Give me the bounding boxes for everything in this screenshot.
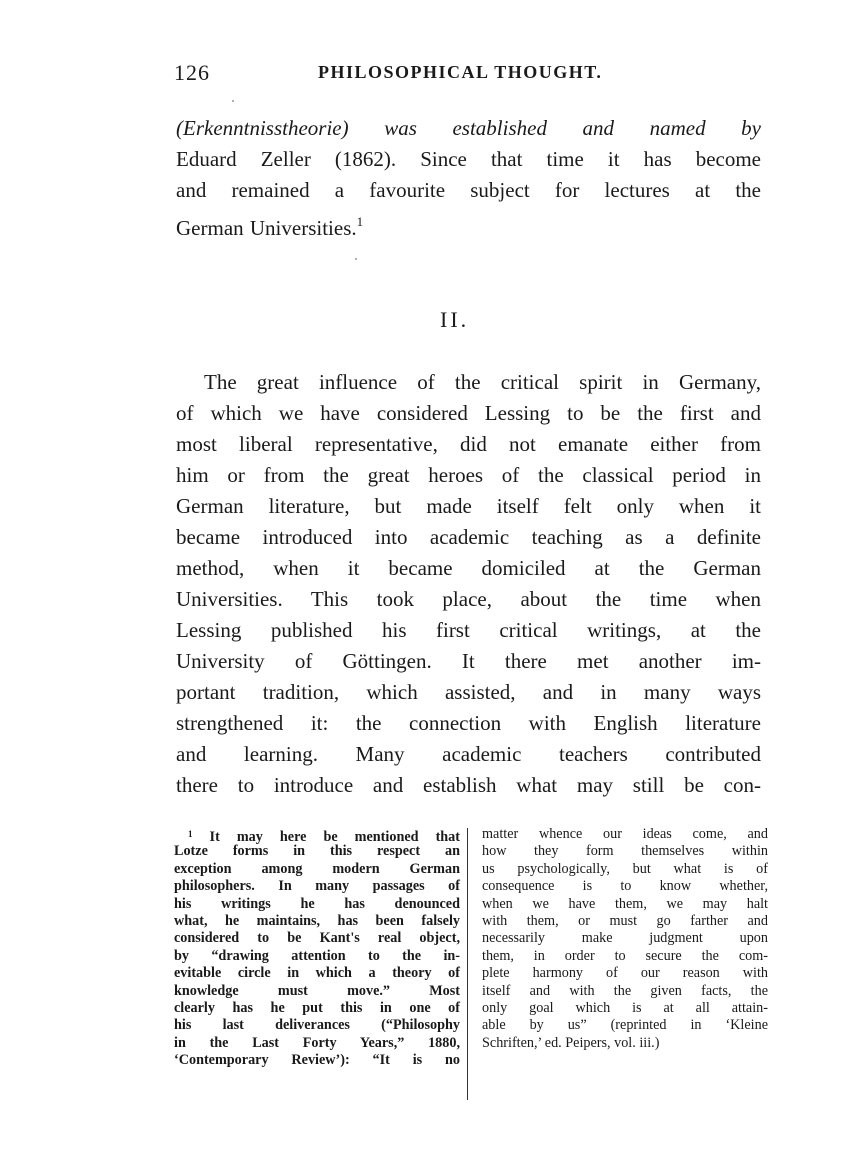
footnote-line: when we have them, we may halt bbox=[482, 895, 768, 912]
footnote-line: able by us” (reprinted in ‘Kleine bbox=[482, 1017, 768, 1034]
text-line: most liberal representative, did not emanate either from bbox=[176, 432, 761, 456]
continuation-text bbox=[176, 113, 761, 240]
footnote-line: consequence is to know whether, bbox=[482, 878, 768, 895]
footnote-line: by “drawing attention to the in- bbox=[174, 947, 460, 964]
footnote-left-column bbox=[174, 826, 460, 1069]
text-line: University of Göttingen. It there met another im- bbox=[176, 649, 761, 673]
footnote-right-column bbox=[482, 826, 768, 1052]
footnote-marker: 1 bbox=[188, 829, 193, 839]
text-line: The great influence of the critical spirit in Germany, bbox=[204, 370, 761, 394]
footnote-line: matter whence our ideas come, and bbox=[482, 826, 768, 842]
text-line: there to introduce and establish what may still be con- bbox=[176, 773, 761, 797]
footnote-line: Schriften,’ ed. Peipers, vol. iii.) bbox=[482, 1034, 660, 1051]
footnote-line: clearly has he put this in one of bbox=[174, 999, 460, 1016]
text-line: him or from the great heroes of the classical period in bbox=[176, 463, 761, 487]
text-line: and remained a favourite subject for lectures at the bbox=[176, 178, 761, 202]
footnote-line: philosophers. In many passages of bbox=[174, 878, 460, 895]
page-number: 126 bbox=[174, 60, 210, 85]
text-line: (Erkenntnisstheorie) was established and named by bbox=[176, 116, 761, 140]
text-line: method, when it became domiciled at the German bbox=[176, 556, 761, 580]
footnote-line: his last deliverances (“Philosophy bbox=[174, 1017, 460, 1034]
footnote-line: necessarily make judgment upon bbox=[482, 930, 768, 947]
footnote-line: plete harmony of our reason with bbox=[482, 965, 768, 982]
text-line: portant tradition, which assisted, and in many ways bbox=[176, 680, 761, 704]
footnote-line: knowledge must move.” Most bbox=[174, 982, 460, 999]
text-line: became introduced into academic teaching as a definite bbox=[176, 525, 761, 549]
section-heading: II. bbox=[440, 307, 470, 332]
text-line: Universities. This took place, about the time when bbox=[176, 587, 761, 611]
print-speck bbox=[232, 100, 234, 102]
footnote-line: itself and with the given facts, the bbox=[482, 982, 768, 999]
footnote-line: what, he maintains, has been falsely bbox=[174, 912, 460, 929]
footnote-line: considered to be Kant's real object, bbox=[174, 930, 460, 947]
running-title: PHILOSOPHICAL THOUGHT. bbox=[318, 62, 603, 82]
text-line: German literature, but made itself felt only when it bbox=[176, 494, 761, 518]
footnote-line: with them, or must go farther and bbox=[482, 912, 768, 929]
footnote-line: his writings he has denounced bbox=[174, 895, 460, 912]
footnote-line: $^1$ It may here be mentioned that bbox=[188, 829, 460, 845]
text-line: Eduard Zeller (1862). Since that time it has become bbox=[176, 147, 761, 171]
footnote-line: us psychologically, but what is of bbox=[482, 860, 768, 877]
footnote-line: how they form themselves within bbox=[482, 843, 768, 860]
footnote-line: them, in order to secure the com- bbox=[482, 947, 768, 964]
text-line: strengthened it: the connection with English literature bbox=[176, 711, 761, 735]
footnote-line: exception among modern German bbox=[174, 860, 460, 877]
footnote-column-divider bbox=[467, 828, 468, 1100]
text-line: and learning. Many academic teachers contributed bbox=[176, 742, 761, 766]
text-line: of which we have considered Lessing to be the first and bbox=[176, 401, 761, 425]
text-line: German Universities.$^1$ bbox=[176, 214, 364, 240]
footnote-line: in the Last Forty Years,” 1880, bbox=[174, 1034, 460, 1051]
footnote-line: only goal which is at all attain- bbox=[482, 999, 768, 1016]
footnote-line: evitable circle in which a theory of bbox=[174, 965, 460, 982]
main-paragraph bbox=[176, 367, 761, 801]
footnote-line: Lotze forms in this respect an bbox=[174, 843, 460, 860]
footnote-reference: 1 bbox=[356, 214, 364, 229]
print-speck bbox=[355, 258, 357, 260]
text-line: Lessing published his first critical writings, at the bbox=[176, 618, 761, 642]
footnote-line: ‘Contemporary Review’): “It is no bbox=[174, 1052, 460, 1069]
